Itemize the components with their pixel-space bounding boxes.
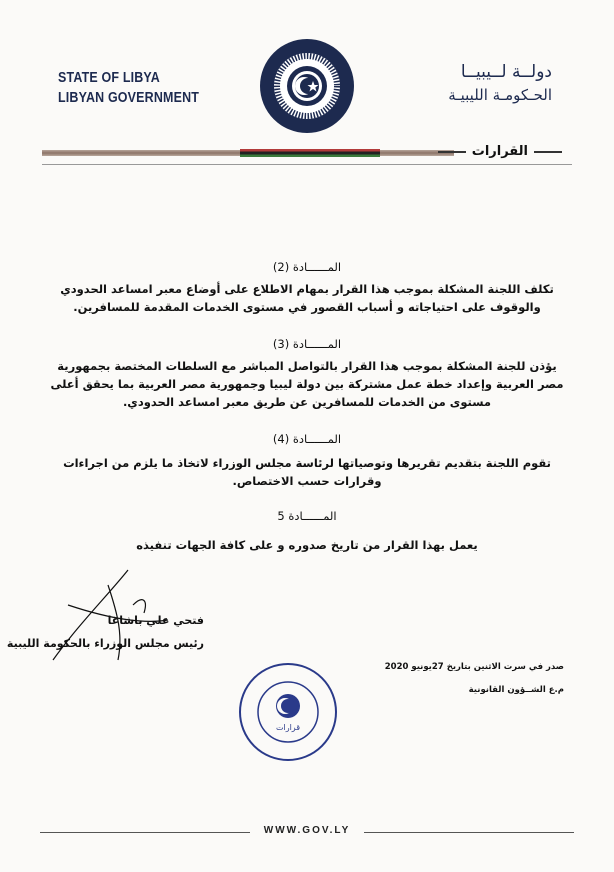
state-seal (259, 38, 355, 134)
section-label-text: القرارات (471, 144, 528, 159)
article-5-heading: المــــــادة 5 (277, 509, 337, 523)
header-ar-line1: دولــة لــيبيــا (460, 62, 552, 82)
header-en-line2: LIBYAN GOVERNMENT (58, 90, 200, 106)
issued-date: صدر في سرت الاثنين بتاريخ 27يونيو 2020 (384, 662, 564, 672)
footer-url[interactable] (0, 825, 614, 836)
footer-url-text[interactable]: WWW.GOV.LY (250, 825, 365, 836)
article-4-text: تقوم اللجنة بتقديم تقريرها وتوصياتها لرئاسة مجلس الوزراء لاتخاذ ما يلزم من اجراءات وقرارات حسب الاختصاص. (63, 456, 551, 488)
signatory-title: رئيس مجلس الوزراء بالحكومة الليبية (6, 637, 204, 650)
article-5-text: يعمل بهذا القرار من تاريخ صدوره و على كافة الجهات تنفيذه (136, 538, 478, 552)
issuing-department: م.ع الشــؤون القانونية (468, 685, 564, 695)
signatory-name: فتحي علي باشاغا (107, 614, 204, 627)
flag-stripe (240, 149, 380, 157)
article-2-text: تكلف اللجنة المشكلة بموجب هذا القرار بمهام الاطلاع على أوضاع معبر امساعد الحدودي والوقوف على احتياجاته و أسباب القصور في مستوى الخدمات المقدمة للمسافرين. (60, 282, 554, 314)
header-ar-line2: الحـكومـة الليبيـة (448, 86, 552, 104)
svg-text:قرارات: قرارات (275, 723, 301, 732)
article-2-heading: المــــــادة (2) (272, 260, 342, 274)
header-en-line1: STATE OF LIBYA (58, 70, 160, 86)
article-3-text: يؤذن للجنة المشكلة بموجب هذا القرار بالتواصل المباشر مع السلطات المختصة بجمهورية مصر العربية وإعداد خطة عمل مشتركة بين دولة ليبيا وجمهورية مصر العربية بما يحقق أعلى مستوى من الخدمات للمسافرين عن طريق معبر امساعد الحدودي. (50, 359, 564, 409)
official-stamp (238, 662, 338, 762)
article-4-heading: المــــــادة (4) (272, 432, 342, 446)
article-3-heading: المــــــادة (3) (272, 337, 342, 351)
section-label (438, 144, 562, 159)
header-divider (42, 164, 572, 165)
